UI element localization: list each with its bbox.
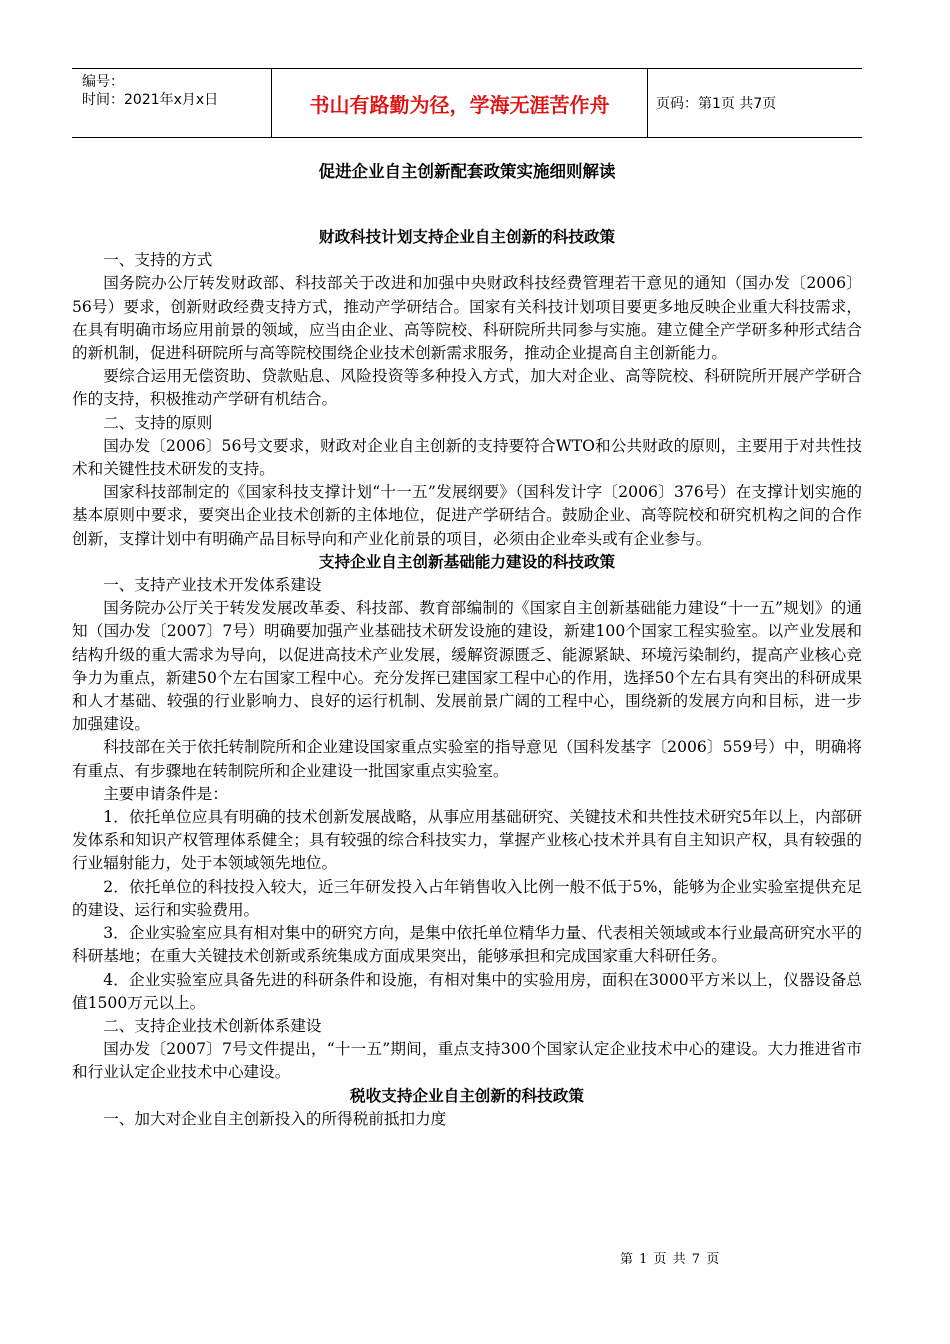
section-heading: 财政科技计划支持企业自主创新的科技政策 — [318, 228, 616, 246]
document-body — [72, 226, 862, 1131]
body-paragraph: 要综合运用无偿资助、贷款贴息、风险投资等多种投入方式，加大对企业、高等院校、科研院所开展产学研合作的支持，积极推动产学研有机结合。 — [72, 367, 862, 409]
body-paragraph: 国务院办公厅转发财政部、科技部关于改进和加强中央财政科技经费管理若干意见的通知（国办发〔2006〕56号）要求，创新财政经费支持方式，推动产学研结合。国家有关科技计划项目要更多地反映企业重大科技需求，在具有明确市场应用前景的领域，应当由企业、高等院校、科研院所共同参与实施。建立健全产学研多种形式结合的新机制，促进科研院所与高等院校围绕企业技术创新需求服务，推动企业提高自主创新能力。 — [72, 274, 862, 363]
body-paragraph: 二、支持的原则 — [103, 413, 213, 432]
page-footer: 第 1 页 共 7 页 — [620, 1252, 721, 1267]
body-paragraph: 主要申请条件是： — [103, 784, 228, 803]
body-paragraph: 一、加大对企业自主创新投入的所得税前抵扣力度 — [103, 1109, 447, 1128]
body-paragraph: 一、支持产业技术开发体系建设 — [103, 576, 322, 595]
header-page-info: 页码：第1页 共7页 — [656, 96, 777, 112]
body-paragraph: 2．依托单位的科技投入较大，近三年研发投入占年销售收入比例一般不低于5%，能够为企业实验室提供充足的建设、运行和实验费用。 — [72, 877, 862, 919]
body-paragraph: 3．企业实验室应具有相对集中的研究方向，是集中依托单位精华力量、代表相关领域或本行业最高研究水平的科研基地；在重大关键技术创新或系统集成方面成果突出，能够承担和完成国家重大科研任务。 — [72, 924, 862, 966]
document-number-label: 编号： — [82, 74, 124, 90]
section-heading: 支持企业自主创新基础能力建设的科技政策 — [318, 552, 616, 571]
document-title: 促进企业自主创新配套政策实施细则解读 — [318, 162, 616, 181]
body-paragraph: 国办发〔2007〕7号文件提出，“十一五”期间，重点支持300个国家认定企业技术中心的建设。大力推进省市和行业认定企业技术中心建设。 — [72, 1040, 862, 1082]
body-paragraph: 国务院办公厅关于转发发展改革委、科技部、教育部编制的《国家自主创新基础能力建设“十一五”规划》的通知（国办发〔2007〕7号）明确要加强产业基础技术研发设施的建设，新建100个国家工程实验室。以产业发展和结构升级的重大需求为导向，以促进高技术产业发展，缓解资源匮乏、能源紧缺、环境污染制约，提高产业核心竞争力为重点，新建50个左右国家工程中心。充分发挥已建国家工程中心的作用，选择50个左右具有突出的科研成果和人才基础、较强的行业影响力、良好的运行机制、发展前景广阔的工程中心，围绕新的发展方向和目标，进一步加强建设。 — [72, 599, 862, 734]
page-header — [72, 68, 862, 138]
header-motto: 书山有路勤为径，学海无涯苦作舟 — [272, 69, 648, 137]
section-heading: 税收支持企业自主创新的科技政策 — [350, 1086, 584, 1105]
body-paragraph: 二、支持企业技术创新体系建设 — [103, 1016, 322, 1035]
body-paragraph: 国家科技部制定的《国家科技支撑计划“十一五”发展纲要》（国科发计字〔2006〕376号）在支撑计划实施的基本原则中要求，要突出企业技术创新的主体地位，促进产学研结合。鼓励企业、高等院校和研究机构之间的合作创新，支撑计划中有明确产品目标导向和产业化前景的项目，必须由企业牵头或有企业参与。 — [72, 483, 862, 548]
body-paragraph: 科技部在关于依托转制院所和企业建设国家重点实验室的指导意见（国科发基字〔2006〕559号）中，明确将有重点、有步骤地在转制院所和企业建设一批国家重点实验室。 — [72, 738, 862, 780]
body-paragraph: 4．企业实验室应具备先进的科研条件和设施，有相对集中的实验用房，面积在3000平方米以上，仪器设备总值1500万元以上。 — [72, 970, 862, 1012]
body-paragraph: 一、支持的方式 — [103, 251, 213, 270]
body-paragraph: 国办发〔2006〕56号文要求，财政对企业自主创新的支持要符合WTO和公共财政的原则，主要用于对共性技术和关键性技术研发的支持。 — [72, 436, 862, 479]
body-paragraph: 1．依托单位应具有明确的技术创新发展战略，从事应用基础研究、关键技术和共性技术研究5年以上，内部研发体系和知识产权管理体系健全；具有较强的综合科技实力，掌握产业核心技术并具有自主知识产权，具有较强的行业辐射能力，处于本领域领先地位。 — [72, 808, 862, 873]
document-time-label: 时间：2021年x月x日 — [82, 92, 219, 108]
header-meta — [72, 69, 272, 137]
